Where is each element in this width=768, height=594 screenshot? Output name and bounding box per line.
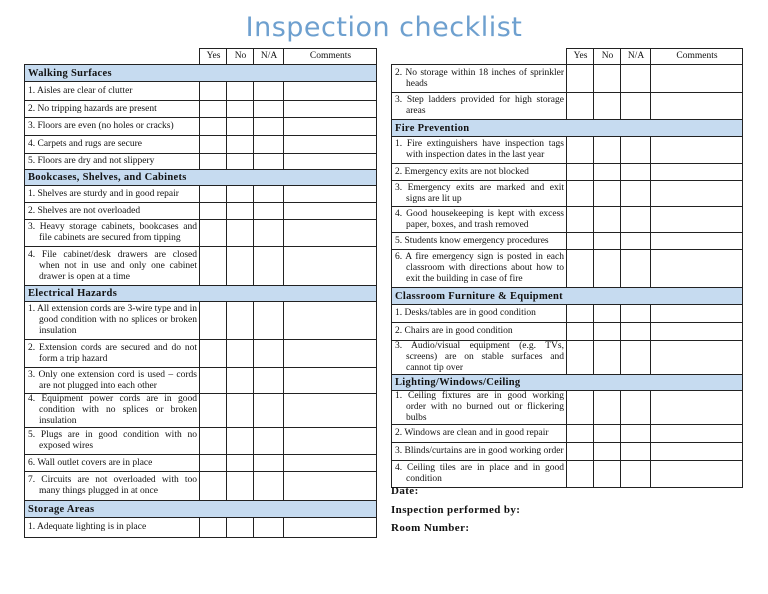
yes-cell[interactable] bbox=[200, 154, 227, 170]
na-cell[interactable] bbox=[254, 203, 284, 220]
comments-cell[interactable] bbox=[284, 472, 377, 501]
checklist-item: 1. Ceiling fixtures are in good working order with no burned out or flickering bulbs bbox=[392, 391, 567, 425]
na-cell[interactable] bbox=[621, 207, 651, 233]
checklist-item: 3. Blinds/curtains are in good working order bbox=[392, 443, 567, 461]
col-yes: Yes bbox=[567, 49, 594, 65]
yes-cell[interactable] bbox=[567, 341, 594, 375]
checklist-item: 2. Emergency exits are not blocked bbox=[392, 164, 567, 181]
na-cell[interactable] bbox=[254, 118, 284, 136]
checklist-item: 1. Aisles are clear of clutter bbox=[25, 82, 200, 101]
checklist-item: 4. Good housekeeping is kept with excess paper, boxes, and trash removed bbox=[392, 207, 567, 233]
na-cell[interactable] bbox=[254, 340, 284, 368]
yes-cell[interactable] bbox=[200, 394, 227, 428]
comments-cell[interactable] bbox=[284, 394, 377, 428]
yes-cell[interactable] bbox=[567, 93, 594, 120]
table-row bbox=[25, 101, 377, 118]
table-row bbox=[392, 391, 743, 425]
section-title: Fire Prevention bbox=[392, 120, 743, 137]
table-row bbox=[392, 323, 743, 341]
comments-cell[interactable] bbox=[284, 302, 377, 340]
table-row bbox=[25, 428, 377, 455]
section-row bbox=[392, 375, 743, 391]
table-row bbox=[25, 472, 377, 501]
checklist-item: 4. Carpets and rugs are secure bbox=[25, 136, 200, 154]
table-row bbox=[392, 233, 743, 250]
comments-cell[interactable] bbox=[284, 154, 377, 170]
col-na: N/A bbox=[254, 49, 284, 65]
na-cell[interactable] bbox=[621, 461, 651, 488]
no-cell[interactable] bbox=[227, 394, 254, 428]
comments-cell[interactable] bbox=[651, 65, 743, 93]
table-row bbox=[25, 154, 377, 170]
section-title: Classroom Furniture & Equipment bbox=[392, 288, 743, 305]
table-row bbox=[392, 207, 743, 233]
yes-cell[interactable] bbox=[200, 220, 227, 247]
table-row bbox=[25, 455, 377, 472]
checklist-item: 1. Adequate lighting is in place bbox=[25, 518, 200, 538]
comments-cell[interactable] bbox=[651, 181, 743, 207]
comments-cell[interactable] bbox=[651, 323, 743, 341]
yes-cell[interactable] bbox=[200, 247, 227, 286]
comments-cell[interactable] bbox=[651, 305, 743, 323]
na-cell[interactable] bbox=[254, 428, 284, 455]
na-cell[interactable] bbox=[621, 305, 651, 323]
section-title: Electrical Hazards bbox=[25, 286, 377, 302]
comments-cell[interactable] bbox=[284, 428, 377, 455]
checklist-item: 3. Emergency exits are marked and exit signs are lit up bbox=[392, 181, 567, 207]
col-comments: Comments bbox=[651, 49, 743, 65]
no-cell[interactable] bbox=[227, 220, 254, 247]
table-row bbox=[392, 164, 743, 181]
section-title: Lighting/Windows/Ceiling bbox=[392, 375, 743, 391]
table-row bbox=[25, 368, 377, 394]
yes-cell[interactable] bbox=[567, 391, 594, 425]
no-cell[interactable] bbox=[227, 154, 254, 170]
comments-cell[interactable] bbox=[651, 93, 743, 120]
yes-cell[interactable] bbox=[200, 340, 227, 368]
na-cell[interactable] bbox=[254, 220, 284, 247]
comments-cell[interactable] bbox=[284, 518, 377, 538]
yes-cell[interactable] bbox=[200, 118, 227, 136]
yes-cell[interactable] bbox=[567, 207, 594, 233]
comments-cell[interactable] bbox=[284, 220, 377, 247]
section-row bbox=[25, 501, 377, 518]
no-cell[interactable] bbox=[594, 207, 621, 233]
checklist-item: 6. A fire emergency sign is posted in each classroom with directions about how to exit the building in case of fire bbox=[392, 250, 567, 288]
yes-cell[interactable] bbox=[567, 65, 594, 93]
table-row bbox=[25, 118, 377, 136]
comments-cell[interactable] bbox=[284, 136, 377, 154]
col-na: N/A bbox=[621, 49, 651, 65]
checklist-table-left bbox=[24, 48, 377, 538]
no-cell[interactable] bbox=[227, 428, 254, 455]
yes-cell[interactable] bbox=[567, 461, 594, 488]
table-row bbox=[392, 65, 743, 93]
no-cell[interactable] bbox=[227, 340, 254, 368]
section-row bbox=[25, 65, 377, 82]
yes-cell[interactable] bbox=[200, 186, 227, 203]
checklist-item: 2. Shelves are not overloaded bbox=[25, 203, 200, 220]
table-row bbox=[25, 136, 377, 154]
na-cell[interactable] bbox=[621, 164, 651, 181]
checklist-item: 6. Wall outlet covers are in place bbox=[25, 455, 200, 472]
checklist-item: 4. Equipment power cords are in good condition with no splices or broken insulation bbox=[25, 394, 200, 428]
na-cell[interactable] bbox=[254, 368, 284, 394]
no-cell[interactable] bbox=[227, 472, 254, 501]
section-title: Storage Areas bbox=[25, 501, 377, 518]
na-cell[interactable] bbox=[621, 250, 651, 288]
table-row bbox=[25, 340, 377, 368]
na-cell[interactable] bbox=[254, 101, 284, 118]
na-cell[interactable] bbox=[254, 247, 284, 286]
na-cell[interactable] bbox=[621, 93, 651, 120]
no-cell[interactable] bbox=[594, 93, 621, 120]
na-cell[interactable] bbox=[621, 137, 651, 164]
section-title: Walking Surfaces bbox=[25, 65, 377, 82]
no-cell[interactable] bbox=[594, 181, 621, 207]
comments-cell[interactable] bbox=[284, 82, 377, 101]
no-cell[interactable] bbox=[594, 341, 621, 375]
no-cell[interactable] bbox=[594, 233, 621, 250]
col-comments: Comments bbox=[284, 49, 377, 65]
table-row bbox=[25, 82, 377, 101]
na-cell[interactable] bbox=[621, 65, 651, 93]
no-cell[interactable] bbox=[594, 305, 621, 323]
checklist-item: 1. Shelves are sturdy and in good repair bbox=[25, 186, 200, 203]
yes-cell[interactable] bbox=[567, 164, 594, 181]
na-cell[interactable] bbox=[254, 472, 284, 501]
table-row bbox=[25, 220, 377, 247]
checklist-item: 5. Floors are dry and not slippery bbox=[25, 154, 200, 170]
checklist-item: 2. No tripping hazards are present bbox=[25, 101, 200, 118]
no-cell[interactable] bbox=[594, 250, 621, 288]
yes-cell[interactable] bbox=[200, 136, 227, 154]
section-row bbox=[25, 286, 377, 302]
comments-cell[interactable] bbox=[651, 391, 743, 425]
na-cell[interactable] bbox=[621, 341, 651, 375]
yes-cell[interactable] bbox=[200, 203, 227, 220]
na-cell[interactable] bbox=[254, 154, 284, 170]
checklist-item: 2. No storage within 18 inches of sprinkler heads bbox=[392, 65, 567, 93]
no-cell[interactable] bbox=[594, 391, 621, 425]
no-cell[interactable] bbox=[227, 203, 254, 220]
yes-cell[interactable] bbox=[567, 250, 594, 288]
performed-by-label: Inspection performed by: bbox=[391, 504, 521, 516]
comments-cell[interactable] bbox=[651, 233, 743, 250]
na-cell[interactable] bbox=[621, 425, 651, 443]
comments-cell[interactable] bbox=[284, 368, 377, 394]
checklist-item: 3. Audio/visual equipment (e.g. TVs, screens) are on stable surfaces and cannot tip over bbox=[392, 341, 567, 375]
yes-cell[interactable] bbox=[200, 82, 227, 101]
yes-cell[interactable] bbox=[200, 302, 227, 340]
yes-cell[interactable] bbox=[200, 455, 227, 472]
no-cell[interactable] bbox=[227, 136, 254, 154]
yes-cell[interactable] bbox=[567, 181, 594, 207]
table-row bbox=[392, 93, 743, 120]
no-cell[interactable] bbox=[594, 443, 621, 461]
checklist-item: 2. Extension cords are secured and do not form a trip hazard bbox=[25, 340, 200, 368]
table-row bbox=[392, 461, 743, 488]
comments-cell[interactable] bbox=[284, 186, 377, 203]
col-no: No bbox=[594, 49, 621, 65]
no-cell[interactable] bbox=[227, 186, 254, 203]
comments-cell[interactable] bbox=[651, 443, 743, 461]
table-row bbox=[25, 302, 377, 340]
no-cell[interactable] bbox=[594, 137, 621, 164]
comments-cell[interactable] bbox=[651, 250, 743, 288]
na-cell[interactable] bbox=[621, 443, 651, 461]
checklist-item: 1. Fire extinguishers have inspection tags with inspection dates in the last year bbox=[392, 137, 567, 164]
comments-cell[interactable] bbox=[284, 247, 377, 286]
table-row bbox=[392, 137, 743, 164]
yes-cell[interactable] bbox=[200, 428, 227, 455]
section-row bbox=[392, 288, 743, 305]
na-cell[interactable] bbox=[254, 394, 284, 428]
checklist-item: 3. Step ladders provided for high storage areas bbox=[392, 93, 567, 120]
na-cell[interactable] bbox=[621, 391, 651, 425]
table-row bbox=[25, 247, 377, 286]
comments-cell[interactable] bbox=[651, 137, 743, 164]
no-cell[interactable] bbox=[594, 425, 621, 443]
checklist-item: 3. Only one extension cord is used – cords are not plugged into each other bbox=[25, 368, 200, 394]
comments-cell[interactable] bbox=[284, 118, 377, 136]
na-cell[interactable] bbox=[254, 518, 284, 538]
table-row bbox=[25, 394, 377, 428]
table-row bbox=[25, 186, 377, 203]
checklist-item: 2. Windows are clean and in good repair bbox=[392, 425, 567, 443]
na-cell[interactable] bbox=[621, 181, 651, 207]
no-cell[interactable] bbox=[594, 461, 621, 488]
na-cell[interactable] bbox=[254, 186, 284, 203]
yes-cell[interactable] bbox=[567, 443, 594, 461]
checklist-item: 7. Circuits are not overloaded with too many things plugged in at once bbox=[25, 472, 200, 501]
header-row bbox=[25, 49, 377, 65]
header-row bbox=[392, 49, 743, 65]
no-cell[interactable] bbox=[227, 368, 254, 394]
comments-cell[interactable] bbox=[284, 340, 377, 368]
yes-cell[interactable] bbox=[567, 137, 594, 164]
room-number-label: Room Number: bbox=[391, 522, 470, 534]
no-cell[interactable] bbox=[594, 164, 621, 181]
checklist-item: 2. Chairs are in good condition bbox=[392, 323, 567, 341]
section-row bbox=[25, 170, 377, 186]
no-cell[interactable] bbox=[227, 82, 254, 101]
date-label: Date: bbox=[391, 485, 419, 497]
col-no: No bbox=[227, 49, 254, 65]
no-cell[interactable] bbox=[594, 323, 621, 341]
na-cell[interactable] bbox=[621, 233, 651, 250]
no-cell[interactable] bbox=[227, 455, 254, 472]
checklist-item: 5. Plugs are in good condition with no exposed wires bbox=[25, 428, 200, 455]
yes-cell[interactable] bbox=[200, 101, 227, 118]
na-cell[interactable] bbox=[254, 82, 284, 101]
yes-cell[interactable] bbox=[200, 472, 227, 501]
no-cell[interactable] bbox=[227, 247, 254, 286]
table-row bbox=[392, 443, 743, 461]
yes-cell[interactable] bbox=[200, 368, 227, 394]
yes-cell[interactable] bbox=[567, 425, 594, 443]
comments-cell[interactable] bbox=[284, 203, 377, 220]
yes-cell[interactable] bbox=[567, 323, 594, 341]
comments-cell[interactable] bbox=[284, 101, 377, 118]
yes-cell[interactable] bbox=[200, 518, 227, 538]
checklist-item: 4. Ceiling tiles are in place and in good condition bbox=[392, 461, 567, 488]
comments-cell[interactable] bbox=[651, 207, 743, 233]
comments-cell[interactable] bbox=[651, 461, 743, 488]
no-cell[interactable] bbox=[227, 118, 254, 136]
checklist-item: 1. Desks/tables are in good condition bbox=[392, 305, 567, 323]
na-cell[interactable] bbox=[254, 455, 284, 472]
comments-cell[interactable] bbox=[284, 455, 377, 472]
checklist-item: 3. Heavy storage cabinets, bookcases and file cabinets are secured from tipping bbox=[25, 220, 200, 247]
table-row bbox=[392, 425, 743, 443]
checklist-item: 1. All extension cords are 3-wire type and in good condition with no splices or broken insulation bbox=[25, 302, 200, 340]
na-cell[interactable] bbox=[254, 302, 284, 340]
page-title: Inspection checklist bbox=[245, 12, 523, 43]
checklist-table-right bbox=[391, 48, 743, 488]
no-cell[interactable] bbox=[227, 101, 254, 118]
comments-cell[interactable] bbox=[651, 341, 743, 375]
table-row bbox=[392, 341, 743, 375]
table-row bbox=[392, 305, 743, 323]
yes-cell[interactable] bbox=[567, 305, 594, 323]
no-cell[interactable] bbox=[227, 518, 254, 538]
comments-cell[interactable] bbox=[651, 425, 743, 443]
no-cell[interactable] bbox=[594, 65, 621, 93]
comments-cell[interactable] bbox=[651, 164, 743, 181]
na-cell[interactable] bbox=[621, 323, 651, 341]
checklist-item: 5. Students know emergency procedures bbox=[392, 233, 567, 250]
na-cell[interactable] bbox=[254, 136, 284, 154]
col-yes: Yes bbox=[200, 49, 227, 65]
section-title: Bookcases, Shelves, and Cabinets bbox=[25, 170, 377, 186]
no-cell[interactable] bbox=[227, 302, 254, 340]
table-row bbox=[25, 518, 377, 538]
checklist-item: 4. File cabinet/desk drawers are closed when not in use and only one cabinet drawer is open at a time bbox=[25, 247, 200, 286]
yes-cell[interactable] bbox=[567, 233, 594, 250]
checklist-item: 3. Floors are even (no holes or cracks) bbox=[25, 118, 200, 136]
table-row bbox=[392, 250, 743, 288]
table-row bbox=[25, 203, 377, 220]
section-row bbox=[392, 120, 743, 137]
table-row bbox=[392, 181, 743, 207]
